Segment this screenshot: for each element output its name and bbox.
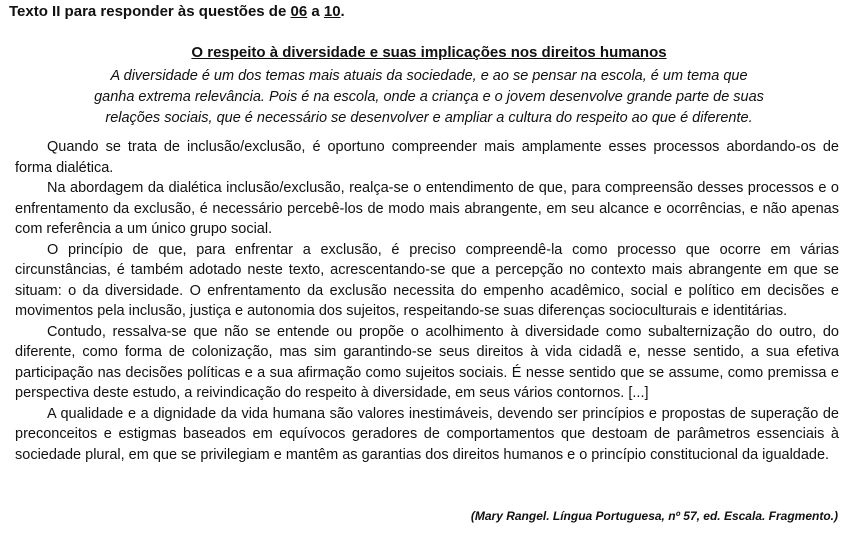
paragraph: Contudo, ressalva-se que não se entende ou propõe o acolhimento à diversidade como subalternização do outro, do diferente, como forma de colonização, mas sim garantindo-se seus direitos à vida cidadã e, nesse sentido, a sua efetiva participação nas decisões políticas e a sua afirmação como sujeitos sociais. É nesse sentido que se assume, como premissa e perspectiva deste estudo, a reivindicação do respeito à diversidade, em seus vários contornos. [...] xyxy=(15,323,839,401)
header-to-number: 10 xyxy=(323,3,341,20)
intro-epigraph xyxy=(70,66,788,129)
header-middle: a xyxy=(307,3,324,20)
question-header xyxy=(9,2,345,22)
intro-line: ganha extrema relevância. Pois é na escola, onde a criança e o jovem desenvolve grande parte de suas xyxy=(94,89,764,105)
header-prefix: Texto II para responder às questões de xyxy=(9,3,291,20)
paragraph: Na abordagem da dialética inclusão/exclusão, realça-se o entendimento de que, para compreensão desses processos e o enfrentamento da exclusão, é necessário percebê-los de modo mais abrangente, em seu alcance e ocorrências, e não apenas com referência a um único grupo social. xyxy=(15,180,839,237)
source-citation: (Mary Rangel. Língua Portuguesa, nº 57, ed. Escala. Fragmento.) xyxy=(470,509,838,523)
paragraph: Quando se trata de inclusão/exclusão, é oportuno compreender mais amplamente esses processos abordando-os de forma dialética. xyxy=(15,139,839,176)
header-from-number: 06 xyxy=(290,3,308,20)
intro-line: A diversidade é um dos temas mais atuais da sociedade, e ao se pensar na escola, é um tema que xyxy=(110,68,748,84)
body-text xyxy=(15,137,839,465)
header-suffix: . xyxy=(340,3,345,20)
paragraph: A qualidade e a dignidade da vida humana são valores inestimáveis, devendo ser princípios e propostas de superação de preconceitos e estigmas baseados em equívocos geradores de comportamentos que destoam de parâmetros essenciais à sociedade plural, em que se privilegiam e mantêm as garantias dos direitos humanos e o princípio constitucional da igualdade. xyxy=(15,405,839,463)
intro-line: relações sociais, que é necessário se desenvolver e ampliar a cultura do respeito ao que é diferente. xyxy=(105,110,753,126)
paragraph: O princípio de que, para enfrentar a exclusão, é preciso compreendê-la como processo que ocorre em várias circunstâncias, é também adotado neste texto, acrescentando-se que a percepção no contexto mais abrangente em que se situam: o da diversidade. O enfrentamento da exclusão necessita do empenho acadêmico, social e político em decisões e movimentos pela inclusão, justiça e autonomia dos sujeitos, respeitando-se suas diferenças socioculturais e identitárias. xyxy=(15,241,839,319)
text-title: O respeito à diversidade e suas implicações nos direitos humanos xyxy=(191,44,667,61)
